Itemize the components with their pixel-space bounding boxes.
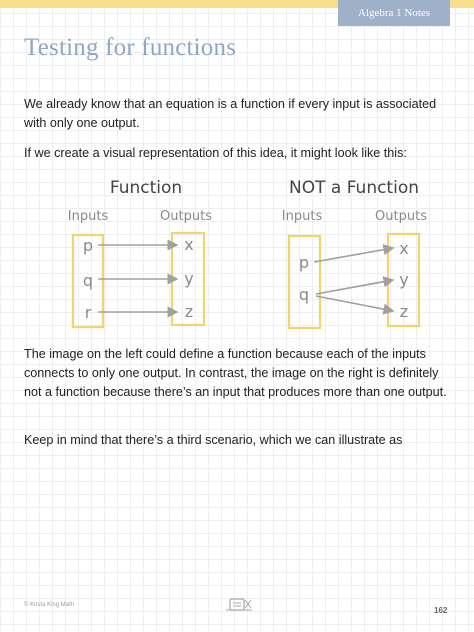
arrow-q-to-z <box>316 296 393 311</box>
function-input-r: r <box>84 303 92 322</box>
function-inputs-label: Inputs <box>67 209 109 224</box>
function-input-p: p <box>82 236 94 255</box>
not-function-output-z: z <box>399 302 409 321</box>
function-output-x: x <box>184 235 194 254</box>
footer-copyright: © Krista King Math <box>24 602 75 608</box>
not-function-inputs-label: Inputs <box>281 209 323 224</box>
krista-king-logo-icon <box>224 597 254 613</box>
function-diagram <box>68 178 212 327</box>
not-function-outputs-label: Outputs <box>375 209 427 224</box>
not-function-diagram <box>282 178 427 328</box>
function-outputs-label: Outputs <box>160 209 212 224</box>
paragraph-intro: We already know that an equation is a function if every input is associated with only one output. <box>24 97 437 130</box>
paragraph-explanation: The image on the left could define a function because each of the inputs connects to only one output. In contrast, the image on the right is definitely not a function because there’s an input that produces more than one output. <box>24 347 447 399</box>
not-function-inputs-box <box>289 236 320 328</box>
page-title: Testing for functions <box>24 34 237 61</box>
not-function-output-y: y <box>399 270 409 289</box>
not-function-input-p: p <box>298 253 310 272</box>
function-output-y: y <box>184 269 194 288</box>
function-output-z: z <box>184 302 194 321</box>
paragraph-visual: If we create a visual representation of this idea, it might look like this: <box>24 146 407 160</box>
paragraph-third-scenario: Keep in mind that there’s a third scenario, which we can illustrate as <box>24 433 403 447</box>
mapping-diagrams <box>0 170 474 340</box>
function-title: Function <box>109 178 183 198</box>
section-tab: Algebra 1 Notes <box>338 0 450 26</box>
arrow-p-to-x <box>314 248 393 262</box>
page-number: 162 <box>434 606 448 615</box>
arrow-q-to-y <box>316 280 393 294</box>
not-function-input-q: q <box>298 285 310 304</box>
function-input-q: q <box>82 271 94 290</box>
not-function-output-x: x <box>399 239 409 258</box>
not-function-title: NOT a Function <box>288 178 420 198</box>
